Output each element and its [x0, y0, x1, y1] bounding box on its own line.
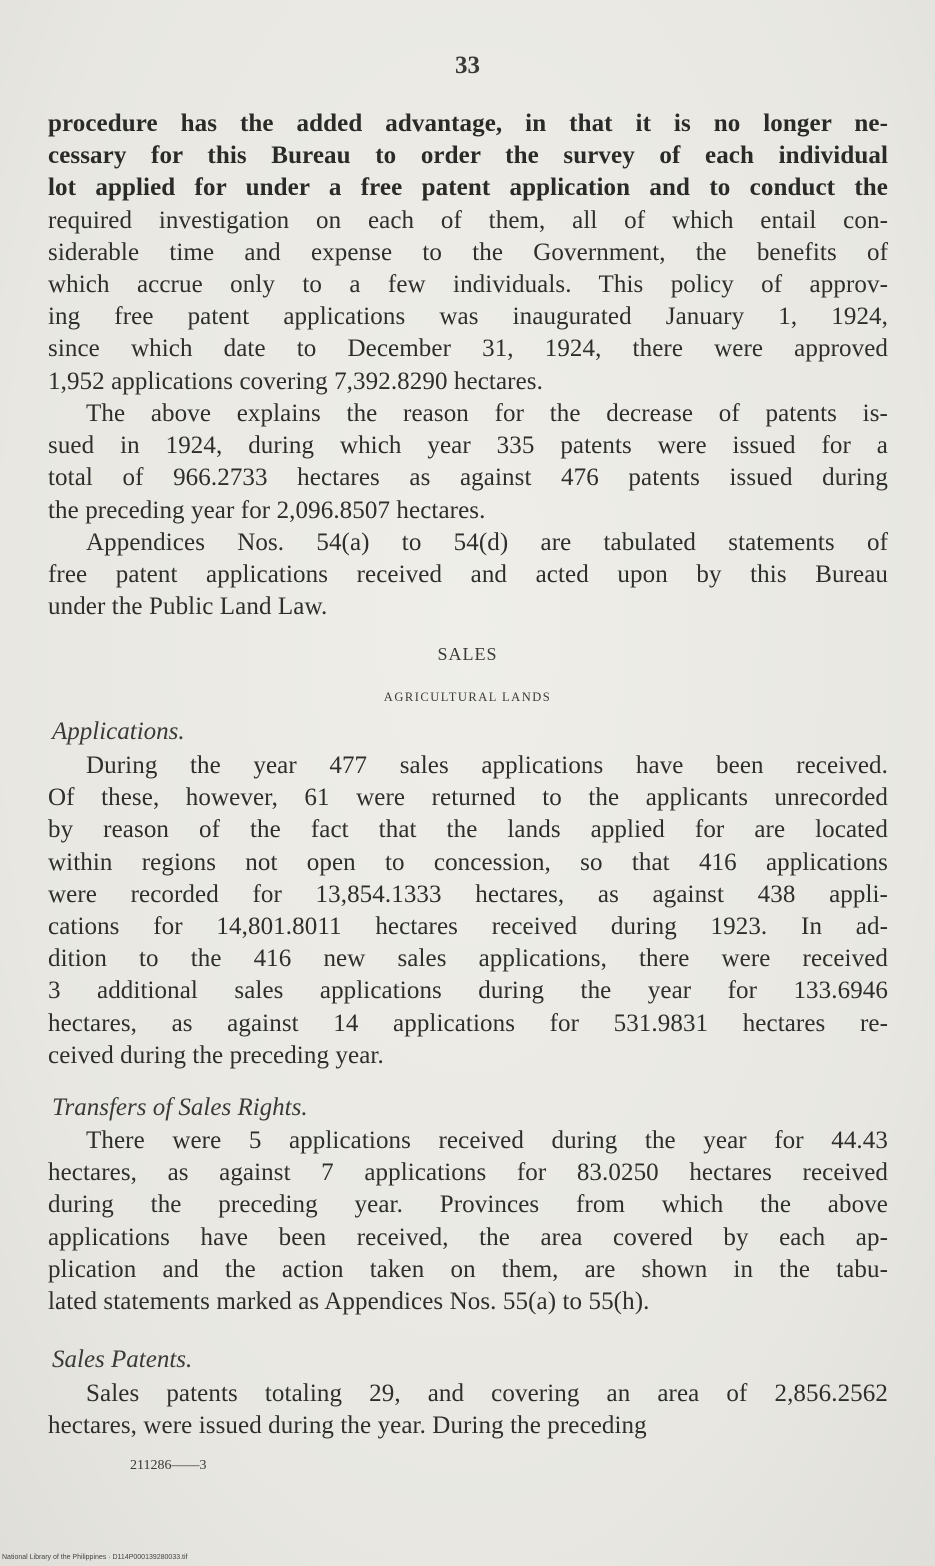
subhead-sales-patents: Sales Patents. — [52, 1346, 193, 1373]
text-line: procedure has the added advantage, in that it is no longer ne- — [48, 110, 888, 137]
paragraph-sales-patents — [48, 1378, 888, 1442]
text-line: during the preceding year. Provinces from which the above — [48, 1191, 888, 1219]
text-line: siderable time and expense to the Government, the benefits of — [48, 238, 888, 266]
text-line: The above explains the reason for the decrease of patents is- — [86, 400, 888, 427]
text-line: Sales patents totaling 29, and covering an area of 2,856.2562 — [86, 1380, 888, 1407]
subsection-heading-agricultural-lands: AGRICULTURAL LANDS — [383, 690, 552, 704]
text-line: lot applied for under a free patent application and to conduct the — [48, 174, 888, 202]
text-line: Of these, however, 61 were returned to the applicants unrecorded — [48, 784, 888, 812]
text-line: required investigation on each of them, all of which entail con- — [48, 206, 888, 234]
text-line: ceived during the preceding year. — [48, 1041, 384, 1069]
text-line: sued in 1924, during which year 335 patents were issued for a — [48, 432, 888, 460]
text-line: within regions not open to concession, so that 416 applications — [48, 848, 888, 876]
text-line: During the year 477 sales applications have been received. — [86, 752, 888, 779]
text-line: plication and the action taken on them, are shown in the tabu- — [48, 1255, 888, 1283]
page-number: 33 — [455, 52, 480, 79]
text-line: lated statements marked as Appendices Nos. 55(a) to 55(h). — [48, 1288, 650, 1316]
text-line: Appendices Nos. 54(a) to 54(d) are tabulated statements of — [86, 529, 888, 556]
paragraph-transfers — [48, 1125, 888, 1318]
scan-credit: National Library of the Philippines · D114P000139280033.tif — [2, 1554, 188, 1561]
text-line: There were 5 applications received during the year for 44.43 — [86, 1127, 888, 1154]
text-line: 1,952 applications covering 7,392.8290 hectares. — [48, 367, 543, 395]
text-line: total of 966.2733 hectares as against 476 patents issued during — [48, 464, 888, 492]
text-line: under the Public Land Law. — [48, 593, 328, 621]
subhead-transfers-of-sales-rights: Transfers of Sales Rights. — [52, 1094, 308, 1121]
paragraph-sales-applications — [48, 750, 888, 1072]
paragraph-free-patent-procedure — [48, 108, 888, 398]
printer-signature-mark: 211286——3 — [130, 1458, 207, 1473]
text-line: were recorded for 13,854.1333 hectares, as against 438 appli- — [48, 880, 888, 908]
text-line: cations for 14,801.8011 hectares received during 1923. In ad- — [48, 913, 888, 941]
text-line: hectares, as against 14 applications for 531.9831 hectares re- — [48, 1009, 888, 1037]
paragraph-appendices-54 — [48, 527, 888, 624]
subhead-applications: Applications. — [52, 718, 185, 745]
text-line: dition to the 416 new sales applications, there were received — [48, 945, 888, 973]
text-line: by reason of the fact that the lands applied for are located — [48, 816, 888, 844]
text-line: cessary for this Bureau to order the survey of each individual — [48, 142, 888, 170]
text-line: hectares, were issued during the year. During the preceding — [48, 1412, 647, 1440]
text-line: applications have been received, the area covered by each ap- — [48, 1223, 888, 1251]
text-line: ing free patent applications was inaugurated January 1, 1924, — [48, 303, 888, 331]
text-line: 3 additional sales applications during the year for 133.6946 — [48, 977, 888, 1005]
text-line: since which date to December 31, 1924, there were approved — [48, 335, 888, 363]
text-line: the preceding year for 2,096.8507 hectares. — [48, 496, 486, 524]
text-line: which accrue only to a few individuals. This policy of approv- — [48, 271, 888, 299]
section-heading-sales: SALES — [437, 644, 498, 664]
text-line: free patent applications received and acted upon by this Bureau — [48, 561, 888, 589]
text-line: hectares, as against 7 applications for 83.0250 hectares received — [48, 1159, 888, 1187]
paragraph-patent-decrease — [48, 398, 888, 527]
